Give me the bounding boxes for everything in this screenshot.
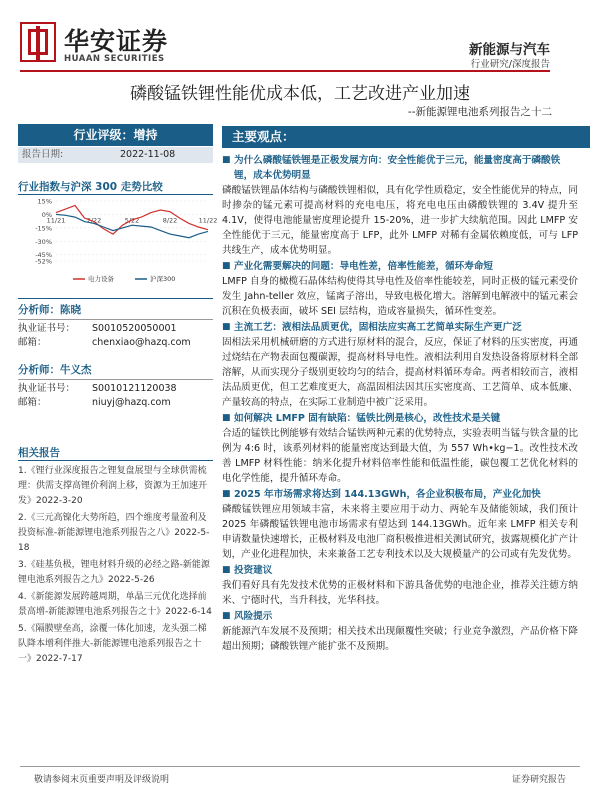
section-title bbox=[222, 563, 578, 578]
industry-rating: 行业评级：增持 bbox=[18, 124, 213, 146]
x-tick-label: 2/22 bbox=[86, 216, 102, 225]
analyst-name: 牛义杰 bbox=[60, 364, 92, 376]
section-title-text: 2025 年市场需求将达到 144.13GWh，各企业积极布局，产业化加快 bbox=[234, 489, 541, 500]
related-report-item[interactable]: 3.《硅基负极，锂电材料升级的必经之路-新能源锂电池系列报告之九》2022-5-26 bbox=[18, 560, 210, 585]
email-label: 邮箱： bbox=[18, 337, 47, 348]
report-title: 磷酸锰铁锂性能优成本低，工艺改进产业加速 bbox=[130, 84, 470, 104]
index-comparison-chart bbox=[18, 195, 218, 290]
related-divider bbox=[18, 460, 213, 461]
arrow-icon: ■ bbox=[222, 413, 231, 423]
section-title-text: 为什么磷酸锰铁锂是正极发展方向：安全性能优于三元，能量密度高于磷酸铁锂，成本优势明显 bbox=[234, 155, 561, 181]
chart-title: 行业指数与沪深 300 走势比较 bbox=[18, 181, 163, 193]
email-label: 邮箱： bbox=[18, 397, 47, 408]
license-label: 执业证书号： bbox=[18, 323, 76, 334]
related-reports-title: 相关报告 bbox=[18, 447, 60, 459]
arrow-icon: ■ bbox=[222, 261, 231, 271]
series-line bbox=[56, 206, 208, 235]
y-tick-label: -52% bbox=[35, 257, 52, 266]
section-body: LMFP 自身的橄榄石晶体结构使得其导电性及倍率性能较差，同时正极的锰元素受价发生 Jahn-teller 效应，锰离子溶出，导致电极化增大。溶解到电解液中的锰元素会沉积在负极表面，破坏 SEI 层结构，造成容量损失，循环性变差。 bbox=[222, 276, 578, 317]
main-points-header: 主要观点： bbox=[222, 126, 590, 148]
section-body: 固相法采用机械研磨的方式进行原材料的混合，反应，保证了材料的压实密度，再通过烧结在产物表面包覆碳源，提高材料导电性。液相法利用自发热设备将原材料全部溶解，从而实现分子级别更较均匀的结合，提高材料循环寿命。两者相较而言，液相法品质更优，但工艺难度更大，高温固相法因其压实密度高、工艺简单、成本低廉、产量较高的特点，在实际工业制造中被广泛采用。 bbox=[222, 337, 578, 408]
license-number: S0010520050001 bbox=[92, 323, 177, 334]
report-date-label: 报告日期: bbox=[22, 149, 64, 160]
section-title bbox=[222, 411, 578, 426]
sector-label: 新能源与汽车 bbox=[469, 42, 550, 58]
report-subtitle: --新能源锂电池系列报告之十二 bbox=[407, 106, 552, 118]
section-body: 磷酸锰铁锂晶体结构与磷酸铁锂相似，具有化学性质稳定，安全性能优异的特点，同时掺杂的锰元素可提高材料的充电电压，将充电电压由磷酸铁锂的 3.4V 提升至 4.1V，使得电池能量密度理论提升 15-20%，进一步扩大续航范围。因此 LMFP 安全性能优于三元，能量密度高于 LFP，此外 LMFP 对稀有金属依赖度低，可与 LFP 共线生产，成本优势明显。 bbox=[222, 185, 578, 256]
analyst-role: 分析师： bbox=[18, 304, 60, 316]
analyst-email[interactable]: niuyj@hazq.com bbox=[92, 397, 171, 408]
analyst-block-2 bbox=[18, 362, 213, 410]
legend-label: 沪深300 bbox=[150, 275, 176, 283]
footer-divider bbox=[20, 766, 580, 767]
section-title bbox=[222, 320, 578, 335]
report-type: 行业研究/深度报告 bbox=[470, 59, 550, 70]
y-tick-label: 15% bbox=[37, 197, 52, 206]
section-body: 合适的锰铁比例能够有效结合锰铁两种元素的优势特点，实验表明当锰与铁含量的比例为 4:6 时，该系列材料的能量密度达到最大值，为 557 Wh•kg−1。改性技术改善 LMFP 材料性能：纳米化提升材料倍率性能和低温性能，碳包覆工艺优化材料的电化学性能，提升循环寿命。 bbox=[222, 428, 578, 484]
main-points bbox=[222, 152, 578, 655]
related-report-item[interactable]: 1.《锂行业深度报告之锂复盘展望与全球供需梳理：供需支撑高锂价利润上移，资源为王加速开发》2022-3-20 bbox=[18, 466, 208, 506]
brand-name-cn: 华安证券 bbox=[64, 27, 169, 56]
arrow-icon: ■ bbox=[222, 611, 231, 621]
section-body: 我们看好具有先发技术优势的正极材料和下游具备优势的电池企业，推荐关注德方纳米、宁德时代，当升科技，光华科技。 bbox=[222, 580, 578, 606]
x-tick-label: 11/22 bbox=[198, 216, 218, 225]
section-title-text: 如何解决 LMFP 固有缺陷：锰铁比例是核心，改性技术是关键 bbox=[234, 413, 501, 424]
license-number: S0010121120038 bbox=[92, 383, 177, 394]
section-title bbox=[222, 487, 578, 502]
section-title bbox=[222, 609, 578, 624]
y-tick-label: -45% bbox=[35, 251, 52, 260]
section-title-text: 产业化需要解决的问题：导电性差，倍率性能差，循环寿命短 bbox=[234, 261, 494, 272]
analyst-name: 陈晓 bbox=[60, 304, 81, 316]
analyst-email[interactable]: chenxiao@hazq.com bbox=[92, 337, 191, 348]
brand-name-en: HUAAN SECURITIES bbox=[64, 54, 165, 64]
license-label: 执业证书号： bbox=[18, 383, 76, 394]
section-title-text: 投资建议 bbox=[234, 565, 273, 576]
analyst-role: 分析师： bbox=[18, 364, 60, 376]
arrow-icon: ■ bbox=[222, 565, 231, 575]
arrow-icon: ■ bbox=[222, 322, 231, 332]
report-date-value: 2022-11-08 bbox=[120, 149, 176, 160]
y-tick-label: 0% bbox=[41, 210, 52, 219]
section-body: 磷酸锰铁锂应用领域丰富，未来将主要应用于动力、两轮车及储能领域，我们预计 2025 年磷酸锰铁锂电池市场需求有望达到 144.13GWh。近年来 LMFP 相关专利申请数量快速增长，正极材料及电池厂商积极推进相关测试研究，拔露规模化扩产计划，产业化进程加快，未来兼备工艺专利技术以及大规模量产的公司或有先发优势。 bbox=[222, 504, 578, 560]
brand-logo bbox=[20, 22, 210, 66]
header-divider bbox=[20, 70, 550, 72]
related-reports-list bbox=[18, 464, 213, 669]
x-tick-label: 5/22 bbox=[124, 216, 140, 225]
legend-label: 电力设备 bbox=[88, 275, 114, 283]
section-title bbox=[222, 259, 578, 274]
arrow-icon: ■ bbox=[222, 155, 231, 165]
y-tick-label: -15% bbox=[35, 224, 52, 233]
brand-seal-icon bbox=[20, 22, 56, 62]
section-title bbox=[222, 153, 578, 183]
section-title-text: 主流工艺：液相法品质更优，固相法应实高工艺简单实际生产更广泛 bbox=[234, 322, 522, 333]
analyst-block-1 bbox=[18, 302, 213, 350]
section-title-text: 风险提示 bbox=[234, 611, 273, 622]
y-tick-label: -30% bbox=[35, 237, 52, 246]
related-report-item[interactable]: 2.《三元高镍化大势所趋，四个维度考量盈利及投资标准-新能源锂电池系列报告之八》2022-5-18 bbox=[18, 513, 210, 553]
section-body: 新能源汽车发展不及预期；相关技术出现颠覆性突破；行业竞争激烈，产品价格下降超出预期；磷酸铁锂产能扩张不及预期。 bbox=[222, 626, 578, 652]
arrow-icon: ■ bbox=[222, 489, 231, 499]
x-tick-label: 11/21 bbox=[46, 216, 66, 225]
x-tick-label: 8/22 bbox=[162, 216, 178, 225]
related-report-item[interactable]: 5.《隔膜壁垒高，涂覆一体化加速，龙头强二梯队降本增利伴推大-新能源锂电池系列报告之十一》2022-7-17 bbox=[18, 624, 207, 664]
report-date-row bbox=[18, 147, 213, 163]
chart-bottom-divider bbox=[18, 298, 213, 299]
related-report-item[interactable]: 4.《新能源发展跨越周期，单晶三元优化选择前景高增-新能源锂电池系列报告之十》2022-6-14 bbox=[18, 592, 212, 617]
footer-label: 证券研究报告 bbox=[511, 775, 566, 785]
disclaimer-note: 敬请参阅末页重要声明及评级说明 bbox=[34, 775, 170, 785]
